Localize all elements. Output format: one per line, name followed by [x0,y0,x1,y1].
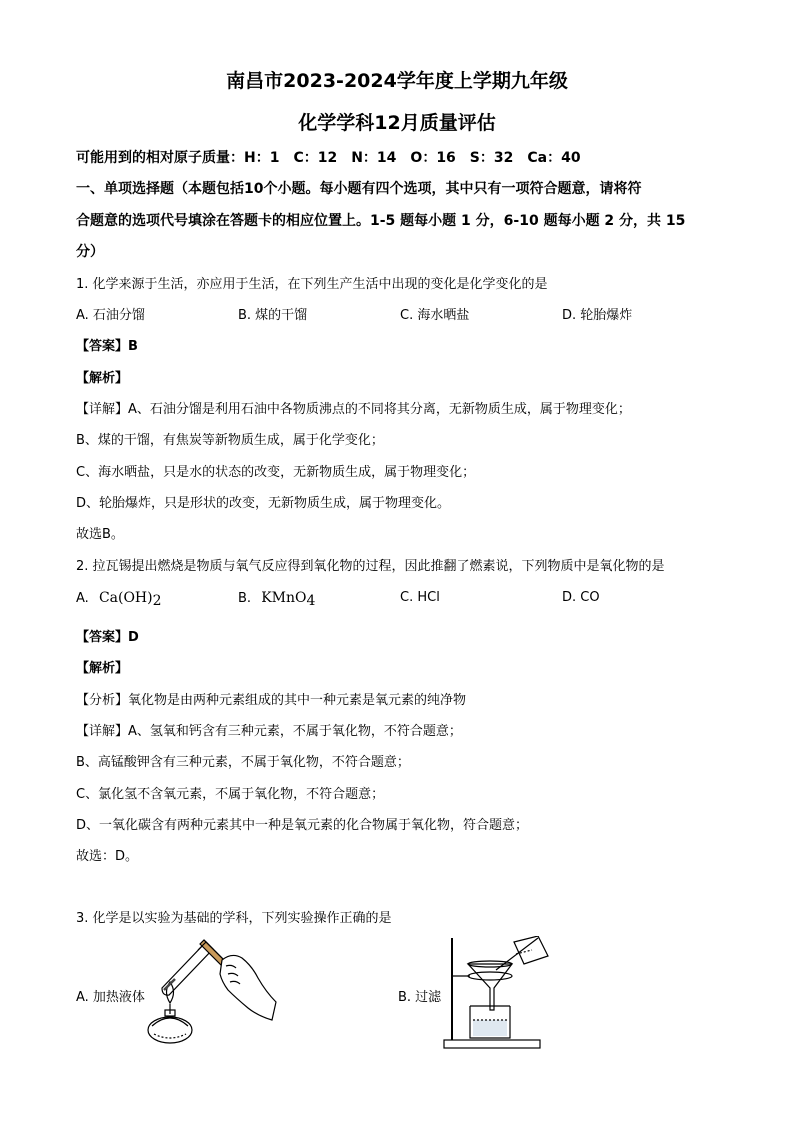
q2-detail-2: B、高锰酸钾含有三种元素，不属于氧化物，不符合题意； [76,755,410,770]
q3-stem: 3. 化学是以实验为基础的学科，下列实验操作正确的是 [76,911,392,926]
q1-detail-1: 【详解】A、石油分馏是利用石油中各物质沸点的不同将其分离，无新物质生成，属于物理变化； [76,402,631,417]
q2-analysis-label: 【解析】 [76,661,129,676]
q2-option-b [238,590,315,609]
q1-analysis-label: 【解析】 [76,371,129,386]
title-line-1: 南昌市2023-2024学年度上学期九年级 [226,70,568,92]
q1-detail-5: 故选B。 [76,527,124,542]
q2-option-c: C. HCl [400,590,440,605]
filtration-icon [440,936,570,1052]
q2-fenxi: 【分析】氧化物是由两种元素组成的其中一种元素是氧元素的纯净物 [76,693,467,708]
q2-option-a-label: A. [76,591,89,606]
section-instructions-line-3: 分） [76,244,104,260]
q3-option-b: B. 过滤 [398,990,442,1005]
q3-option-a: A. 加热液体 [76,990,145,1005]
q1-option-d: D. 轮胎爆炸 [562,308,633,323]
q2-option-a-subscript: 2 [152,593,162,609]
q1-detail-3: C、海水晒盐，只是水的状态的改变，无新物质生成，属于物理变化； [76,465,476,480]
q1-stem: 1. 化学来源于生活，亦应用于生活，在下列生产生活中出现的变化是化学变化的是 [76,277,548,292]
q1-detail-2: B、煤的干馏，有焦炭等新物质生成，属于化学变化； [76,433,384,448]
q2-option-a [76,590,162,609]
q1-option-a: A. 石油分馏 [76,308,145,323]
q2-stem: 2. 拉瓦锡提出燃烧是物质与氧气反应得到氧化物的过程，因此推翻了燃素说，下列物质中是氧化物的是 [76,559,665,574]
q1-option-c: C. 海水晒盐 [400,308,470,323]
q2-detail-5: 故选：D。 [76,849,139,864]
q2-option-b-subscript: 4 [306,593,316,609]
atomic-masses: 可能用到的相对原子质量：H：1 C：12 N：14 O：16 S：32 Ca：40 [76,150,581,166]
q1-option-b: B. 煤的干馏 [238,308,308,323]
q2-detail-4: D、一氧化碳含有两种元素其中一种是氧元素的化合物属于氧化物，符合题意； [76,818,529,833]
q1-answer: 【答案】B [76,339,138,354]
title-line-2: 化学学科12月质量评估 [298,112,496,134]
section-instructions-line-1: 一、单项选择题（本题包括10个小题。每小题有四个选项，其中只有一项符合题意，请将符 [76,181,642,197]
q2-detail-1: 【详解】A、氢氧和钙含有三种元素，不属于氧化物，不符合题意； [76,724,462,739]
section-instructions-line-2: 合题意的选项代号填涂在答题卡的相应位置上。1-5 题每小题 1 分，6-10 题每小题 2 分，共 15 [76,213,686,229]
q2-option-d: D. CO [562,590,600,605]
heating-liquid-icon [140,930,280,1048]
q2-option-b-formula: KMnO [261,590,307,606]
q1-detail-4: D、轮胎爆炸，只是形状的改变，无新物质生成，属于物理变化。 [76,496,451,511]
q2-option-a-formula: Ca(OH) [98,590,153,606]
q2-option-b-label: B. [238,591,252,606]
q2-answer: 【答案】D [76,630,139,645]
q2-detail-3: C、氯化氢不含氧元素，不属于氧化物，不符合题意； [76,787,385,802]
